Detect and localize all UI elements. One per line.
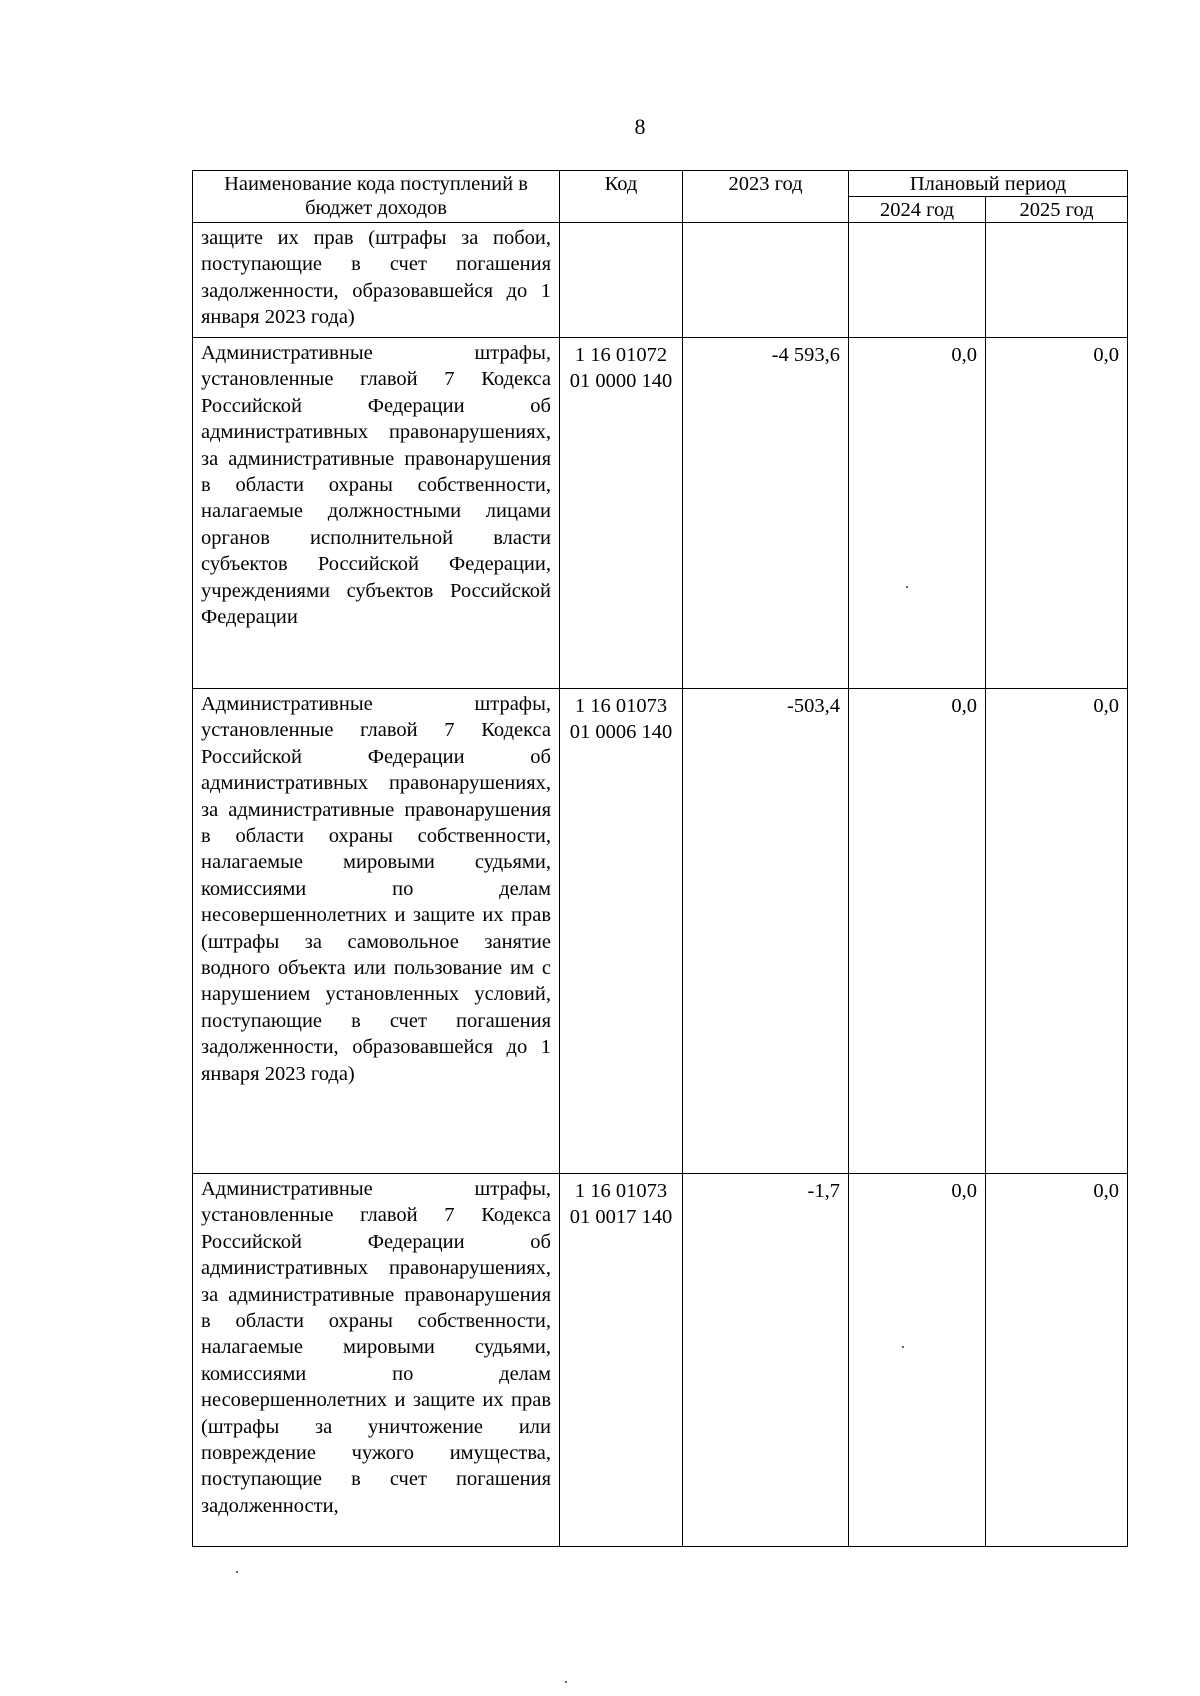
header-year-2023: 2023 год (683, 171, 849, 223)
row-code-cell: 1 16 01072 01 0000 140 (560, 338, 683, 689)
row-2023-cell (683, 223, 849, 338)
header-year-2024: 2024 год (849, 197, 986, 223)
row-2023-cell: -1,7 (683, 1174, 849, 1547)
header-row-top (193, 171, 1128, 197)
row-2023-cell: -503,4 (683, 689, 849, 1174)
header-name: Наименование кода поступлений в бюджет доходов (193, 171, 560, 223)
row-code-cell: 1 16 01073 01 0017 140 (560, 1174, 683, 1547)
table-row (193, 689, 1128, 1174)
revenue-table (192, 170, 1128, 1547)
row-2025-cell (986, 223, 1128, 338)
header-planned-period: Плановый период (849, 171, 1128, 197)
row-2024-cell: 0,0 (849, 689, 986, 1174)
row-name-cell: защите их прав (штрафы за побои, поступающие в счет погашения задолженности, образовавшейся до 1 января 2023 года) (193, 223, 560, 338)
table-row (193, 338, 1128, 689)
scan-speck (236, 1571, 238, 1573)
row-2024-cell: 0,0 (849, 338, 986, 689)
row-code-cell: 1 16 01073 01 0006 140 (560, 689, 683, 1174)
page-number: 8 (634, 114, 646, 139)
scan-speck (906, 586, 908, 588)
scan-speck (902, 1346, 904, 1348)
scan-speck (565, 1681, 567, 1683)
table-row (193, 1174, 1128, 1547)
row-2025-cell: 0,0 (986, 338, 1128, 689)
row-name-cell: Административные штрафы, установленные главой 7 Кодекса Российской Федерации об административных правонарушениях, за административные правонарушения в области охраны собственности, налагаемые мировыми судьями, комиссиями по делам несовершеннолетних и защите их прав (штрафы за уничтожение или повреждение чужого имущества, поступающие в счет погашения задолженности, (193, 1174, 560, 1547)
row-name-cell: Административные штрафы, установленные главой 7 Кодекса Российской Федерации об административных правонарушениях, за административные правонарушения в области охраны собственности, налагаемые должностными лицами органов исполнительной власти субъектов Российской Федерации, учреждениями субъектов Российской Федерации (193, 338, 560, 689)
row-2024-cell: 0,0 (849, 1174, 986, 1547)
header-code: Код (560, 171, 683, 223)
row-2023-cell: -4 593,6 (683, 338, 849, 689)
row-2025-cell: 0,0 (986, 1174, 1128, 1547)
header-year-2025: 2025 год (986, 197, 1128, 223)
table-body (193, 223, 1128, 1547)
table-row (193, 223, 1128, 338)
row-name-cell: Административные штрафы, установленные главой 7 Кодекса Российской Федерации об административных правонарушениях, за административные правонарушения в области охраны собственности, налагаемые мировыми судьями, комиссиями по делам несовершеннолетних и защите их прав (штрафы за самовольное занятие водного объекта или пользование им с нарушением установленных условий, поступающие в счет погашения задолженности, образовавшейся до 1 января 2023 года) (193, 689, 560, 1174)
row-code-cell (560, 223, 683, 338)
row-2025-cell: 0,0 (986, 689, 1128, 1174)
row-2024-cell (849, 223, 986, 338)
table-header (193, 171, 1128, 223)
